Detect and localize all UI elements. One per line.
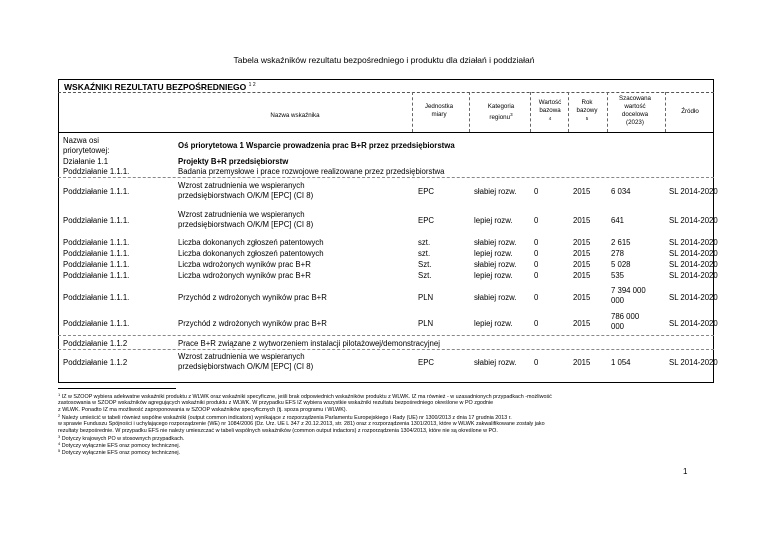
- row-indicator-name-line2: przedsiębiorstwach O/K/M [EPC] (CI 8): [178, 220, 314, 229]
- row-target: 6 034: [611, 187, 631, 196]
- row-indicator-name: [178, 210, 313, 230]
- footnote-rule: [58, 388, 176, 389]
- row-base-year: 2015: [573, 358, 591, 367]
- row-indicator-name: Liczba wdrożonych wyników prac B+R: [178, 260, 311, 269]
- row-base-value: 0: [534, 293, 539, 302]
- row-base-year: 2015: [573, 319, 591, 328]
- header-rok-line1: Rok: [581, 99, 593, 106]
- row-indicator-name: Przychód z wdrożonych wyników prac B+R: [178, 293, 327, 302]
- row-poddzialanie: Poddziałanie 1.1.1.: [63, 319, 130, 328]
- header-kategoria: [473, 103, 529, 122]
- header-wartosc-bazowa: [530, 99, 570, 123]
- poddzialanie-112-label: Poddziałanie 1.1.2: [63, 339, 128, 348]
- row-base-value: 0: [534, 187, 539, 196]
- header-docelowa-line2: wartość: [624, 103, 646, 110]
- footnote-mark: 3: [58, 434, 61, 439]
- row-indicator-name: [178, 181, 313, 201]
- row-category: słabiej rozw.: [474, 293, 517, 302]
- header-rok-footnote: 5: [585, 116, 589, 121]
- row-base-value: 0: [534, 358, 539, 367]
- header-jednostka-line2: miary: [431, 111, 447, 118]
- row-target: 1 054: [611, 358, 631, 367]
- row-base-value: 0: [534, 216, 539, 225]
- row-divider: [58, 177, 714, 178]
- header-jednostka: [413, 103, 465, 119]
- row-source: SL 2014-2020: [669, 358, 718, 367]
- axis-label-line2: priorytetowej:: [63, 146, 110, 155]
- footnote-line: Dotyczy wyłącznie EFS oraz pomocy technicznej.: [61, 450, 181, 456]
- row-base-year: 2015: [573, 271, 591, 280]
- footnote-5: [58, 448, 714, 456]
- header-kategoria-line1: Kategoria: [487, 103, 515, 110]
- row-category: słabiej rozw.: [474, 238, 517, 247]
- row-indicator-name: [178, 352, 313, 372]
- footnote-1: [58, 392, 714, 413]
- row-target-line2: 000: [611, 322, 625, 331]
- dzialanie-title: Projekty B+R przedsiębiorstw: [178, 157, 289, 166]
- poddzialanie-title: Badania przemysłowe i prace rozwojowe realizowane przez przedsiębiorstwa: [178, 167, 445, 176]
- section-title-footnote-marks: 1 2: [248, 82, 256, 88]
- row-unit: EPC: [418, 216, 435, 225]
- axis-label: [63, 136, 109, 156]
- poddzialanie-label: Poddziałanie 1.1.1.: [63, 167, 130, 176]
- page-number: 1: [683, 467, 688, 476]
- row-indicator-name: Liczba dokonanych zgłoszeń patentowych: [178, 238, 324, 247]
- header-wartosc-line2: bazowa: [539, 107, 561, 114]
- footnote-line: zastosowania w SZOOP wskaźników agregujących wskaźniki produktu z WLWK. W przypadku EFS IZ wybiera wszystkie wskaźniki rezultatu bezpośredniego określone w PO zgodnie: [58, 400, 494, 407]
- row-base-year: 2015: [573, 238, 591, 247]
- row-target: [611, 312, 639, 332]
- row-indicator-name-line1: Wzrost zatrudnienia we wspieranych: [178, 181, 305, 190]
- row-unit: szt.: [418, 238, 431, 247]
- row-poddzialanie: Poddziałanie 1.1.1.: [63, 249, 130, 258]
- row-indicator-name: Przychód z wdrożonych wyników prac B+R: [178, 319, 327, 328]
- row-poddzialanie: Poddziałanie 1.1.1.: [63, 271, 130, 280]
- footnote-2: [58, 413, 714, 434]
- header-separator: [469, 92, 470, 132]
- footnote-line: rezultaty bezpośrednie. W przypadku EFS nie należy umieszczać w tabeli wspólnych wskaźników (common output indactors) z rozporządzenia 1304/2013, które nie są określone w PO.: [58, 427, 498, 434]
- header-rok-line2: bazowy: [576, 107, 598, 114]
- row-source: SL 2014-2020: [669, 293, 718, 302]
- document-title: Tabela wskaźników rezultatu bezpośredniego i produktu dla działań i poddziałań: [233, 55, 535, 65]
- row-poddzialanie: Poddziałanie 1.1.1.: [63, 187, 130, 196]
- row-poddzialanie: Poddziałanie 1.1.1.: [63, 293, 130, 302]
- row-base-year: 2015: [573, 216, 591, 225]
- row-target: 535: [611, 271, 625, 280]
- row-unit: Szt.: [418, 271, 432, 280]
- section-title: [64, 82, 256, 92]
- header-zrodlo: Źródło: [681, 108, 699, 115]
- row-target-line1: 7 394 000: [611, 286, 646, 295]
- row-category: słabiej rozw.: [474, 187, 517, 196]
- row-divider: [58, 335, 714, 336]
- row-target: [611, 286, 646, 306]
- header-separator: [665, 92, 666, 132]
- footnote-line: Dotyczy krajowych PO w stosownych przypadkach.: [61, 436, 185, 442]
- row-source: SL 2014-2020: [669, 249, 718, 258]
- row-unit: PLN: [418, 293, 434, 302]
- row-indicator-name: Liczba dokonanych zgłoszeń patentowych: [178, 249, 324, 258]
- row-base-value: 0: [534, 271, 539, 280]
- header-divider: [58, 92, 714, 93]
- row-source: SL 2014-2020: [669, 187, 718, 196]
- row-unit: PLN: [418, 319, 434, 328]
- footnote-mark: 5: [58, 448, 61, 453]
- row-indicator-name-line2: przedsiębiorstwach O/K/M [EPC] (CI 8): [178, 362, 314, 371]
- footnote-line: w sprawie Funduszu Spójności i uchylającego rozporządzenie (WE) nr 1084/2006 (Dz. Urz. UE L 347 z 20.12.2013, str. 281) oraz z rozporządzenia 1301/2013, które w WLWK zakwalifikowane zostały jako: [58, 421, 545, 428]
- footnote-mark: 1: [58, 392, 61, 397]
- row-base-year: 2015: [573, 187, 591, 196]
- header-docelowa: [607, 95, 663, 127]
- row-poddzialanie: Poddziałanie 1.1.1.: [63, 216, 130, 225]
- row-target: 641: [611, 216, 625, 225]
- header-separator: [412, 92, 413, 132]
- row-base-value: 0: [534, 260, 539, 269]
- row-indicator-name-line1: Wzrost zatrudnienia we wspieranych: [178, 352, 305, 361]
- header-kategoria-footnote: 3: [510, 112, 513, 117]
- row-target: 278: [611, 249, 625, 258]
- row-unit: EPC: [418, 358, 435, 367]
- row-base-year: 2015: [573, 249, 591, 258]
- axis-label-line1: Nazwa osi: [63, 136, 99, 145]
- row-category: słabiej rozw.: [474, 260, 517, 269]
- header-docelowa-line1: Szacowana: [619, 95, 651, 102]
- row-source: SL 2014-2020: [669, 319, 718, 328]
- row-indicator-name-line2: przedsiębiorstwach O/K/M [EPC] (CI 8): [178, 191, 314, 200]
- poddzialanie-112-title: Prace B+R związane z wytworzeniem instalacji pilotażowej/demonstracyjnej: [178, 339, 440, 348]
- row-unit: Szt.: [418, 260, 432, 269]
- footnote-mark: 2: [58, 413, 61, 418]
- header-wartosc-line1: Wartość: [538, 99, 562, 106]
- row-indicator-name: Liczba wdrożonych wyników prac B+R: [178, 271, 311, 280]
- row-base-value: 0: [534, 238, 539, 247]
- row-source: SL 2014-2020: [669, 238, 718, 247]
- header-rok-bazowy: [568, 99, 606, 123]
- header-separator: [607, 92, 608, 132]
- row-target-line2: 000: [611, 296, 625, 305]
- axis-title: Oś priorytetowa 1 Wsparcie prowadzenia prac B+R przez przedsiębiorstwa: [178, 141, 455, 150]
- row-target: 5 028: [611, 260, 631, 269]
- row-category: lepiej rozw.: [474, 249, 513, 258]
- header-kategoria-line2: regionu: [489, 114, 511, 121]
- header-wartosc-footnote: 4: [548, 116, 552, 121]
- row-divider: [58, 349, 714, 350]
- row-source: SL 2014-2020: [669, 271, 718, 280]
- row-base-year: 2015: [573, 260, 591, 269]
- footnote-line: Należy umieścić w tabeli również wspólne wskaźniki (output common indicators) wynikające z rozporządzenia Parlamentu Europejskiego i Rady (UE) nr 1300/2013 z dnia 17 grudnia 2013 r.: [61, 415, 512, 421]
- row-poddzialanie: Poddziałanie 1.1.1.: [63, 238, 130, 247]
- header-docelowa-line3: docelowa: [621, 111, 649, 118]
- row-poddzialanie: Poddziałanie 1.1.2: [63, 358, 128, 367]
- row-target-line1: 786 000: [611, 312, 640, 321]
- row-divider: [58, 132, 714, 133]
- row-category: lepiej rozw.: [474, 216, 513, 225]
- footnote-line: z WLWK. Ponadto IZ ma możliwość zaproponowania w SZOOP wskaźników specyficznych (tj. spoza programu i WLWK).: [58, 406, 348, 413]
- footnote-mark: 4: [58, 441, 61, 446]
- row-category: lepiej rozw.: [474, 271, 513, 280]
- row-base-value: 0: [534, 249, 539, 258]
- header-docelowa-line4: (2023): [626, 119, 644, 126]
- footnote-line: IZ w SZOOP wybiera adekwatne wskaźniki produktu z WLWK oraz wskaźniki specyficzne, jeśli brak odpowiednich wskaźników produktu z WLWK. IZ ma również - w uzasadnionych przypadkach -możliwość: [61, 394, 552, 400]
- row-source: SL 2014-2020: [669, 216, 718, 225]
- row-unit: szt.: [418, 249, 431, 258]
- row-indicator-name-line1: Wzrost zatrudnienia we wspieranych: [178, 210, 305, 219]
- row-unit: EPC: [418, 187, 435, 196]
- header-nazwa: Nazwa wskaźnika: [270, 112, 320, 119]
- row-base-year: 2015: [573, 293, 591, 302]
- row-poddzialanie: Poddziałanie 1.1.1.: [63, 260, 130, 269]
- row-base-value: 0: [534, 319, 539, 328]
- footnote-line: Dotyczy wyłącznie EFS oraz pomocy technicznej.: [61, 443, 181, 449]
- header-separator: [568, 92, 569, 132]
- header-separator: [530, 92, 531, 132]
- dzialanie-label: Działanie 1.1: [63, 157, 109, 166]
- header-jednostka-line1: Jednostka: [424, 103, 454, 110]
- section-title-text: WSKAŹNIKI REZULTATU BEZPOŚREDNIEGO: [64, 82, 247, 92]
- row-source: SL 2014-2020: [669, 260, 718, 269]
- row-category: słabiej rozw.: [474, 358, 517, 367]
- row-category: lepiej rozw.: [474, 319, 513, 328]
- row-target: 2 615: [611, 238, 631, 247]
